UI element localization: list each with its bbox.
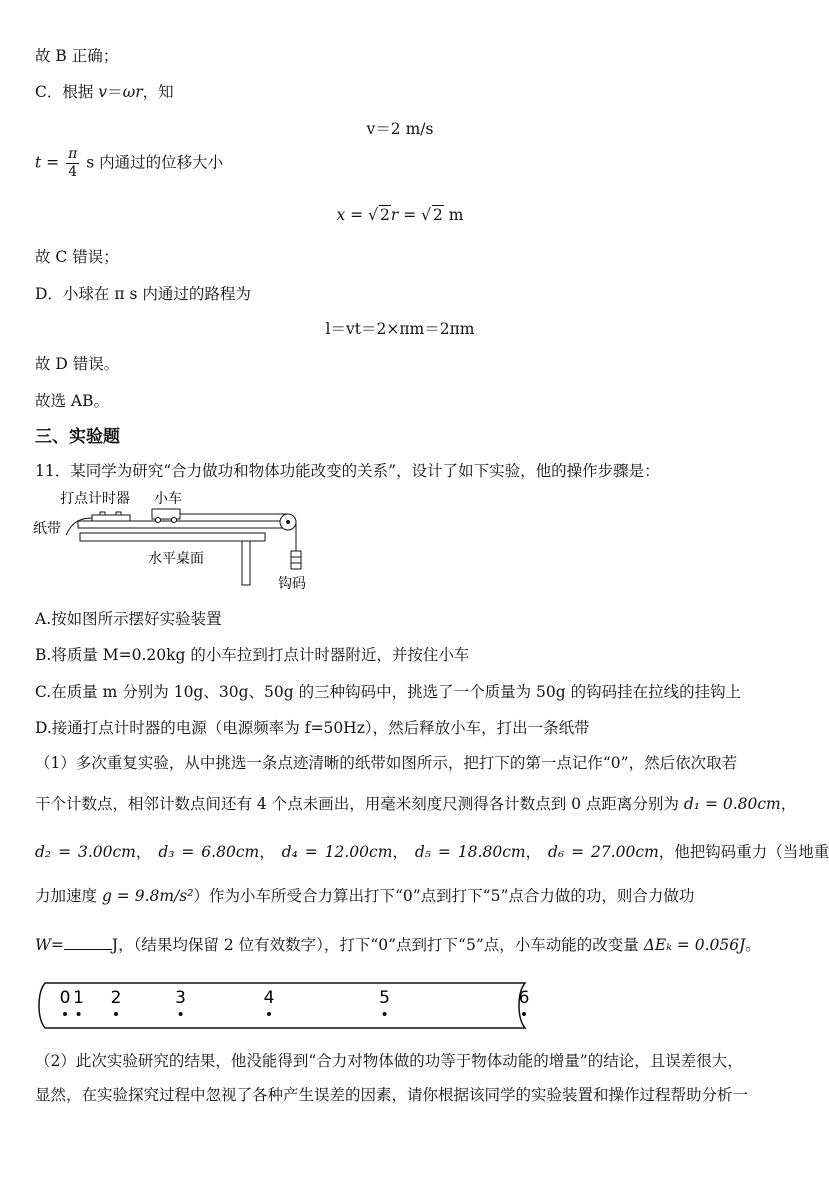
step-c: C.在质量 m 分别为 10g、30g、50g 的三种钩码中，挑选了一个质量为 50g 的钩码挂在拉线的挂钩上 (35, 683, 742, 701)
tape-point-dot (63, 1012, 67, 1016)
part1-line (35, 884, 694, 906)
timer-label: 打点计时器 (60, 491, 130, 507)
tape-point-dot (114, 1012, 118, 1016)
weight-block (291, 557, 301, 563)
tape-point-dot (522, 1012, 526, 1016)
table-leg (242, 541, 250, 585)
math-var: ωr (122, 83, 143, 101)
text: J，（结果均保留 2 位有效数字），打下“0”点到打下“5”点，小车动能的改变量 (111, 936, 644, 954)
text-line: 故 B 正确； (35, 47, 119, 65)
answer-blank[interactable] (64, 935, 112, 950)
weight-block (291, 551, 301, 557)
gravity-value: g = 9.8m/s² (101, 887, 194, 905)
tape-point-label: 5 (379, 988, 391, 1008)
text: s 内通过的位移大小 (86, 153, 224, 172)
fraction (66, 146, 79, 181)
measure-d3: d₃ = 6.80cm (158, 843, 260, 861)
part1-line: （1）多次重复实验，从中挑选一条点迹清晰的纸带如图所示，把打下的第一点记作“0”，然后依次取若 (35, 754, 738, 772)
cart-label: 小车 (154, 491, 182, 507)
step-b: B.将质量 M=0.20kg 的小车拉到打点计时器附近，并按住小车 (35, 646, 470, 664)
part2-line: 显然，在实验探究过程中忽视了各种产生误差的因素，请你根据该同学的实验装置和操作过程帮助分析一 (35, 1086, 749, 1104)
energy-change: ΔEₖ = 0.056J (643, 936, 746, 954)
part2-line: （2）此次实验研究的结果，他没能得到“合力对物体做的功等于物体动能的增量”的结论，且误差很大， (35, 1052, 743, 1070)
text-line (35, 146, 223, 181)
tape-point-dot (383, 1012, 387, 1016)
tape-point-dot (77, 1012, 81, 1016)
cart-body (152, 509, 180, 519)
text: ）作为小车所受合力算出打下“0”点到打下“5”点合力做的功，则合力做功 (193, 887, 695, 905)
unit: m (443, 206, 464, 224)
measure-d2: d₂ = 3.00cm (35, 843, 136, 861)
part1-line (35, 933, 761, 955)
step-d: D.接通打点计时器的电源（电源频率为 f=50Hz），然后释放小车，打出一条纸带 (35, 719, 590, 737)
text-line: 故 C 错误； (35, 248, 119, 266)
math-var: r (390, 206, 399, 224)
text-line: 故 D 错误。 (35, 355, 120, 373)
table-label: 水平桌面 (148, 551, 204, 567)
equation: l＝vt＝2×πm＝2πm (325, 320, 475, 338)
text: 。 (745, 936, 761, 954)
measure-d6: d₆ = 27.00cm (548, 843, 659, 861)
step-a: A.按如图所示摆好实验装置 (35, 610, 222, 628)
tape-point-dot (267, 1012, 271, 1016)
text: ＝ (107, 83, 123, 101)
equation: v＝2 m/s (366, 120, 434, 138)
sqrt: 2 (433, 206, 443, 224)
fraction-numerator: π (68, 146, 78, 162)
timer-part (116, 512, 121, 515)
sqrt: 2 (379, 206, 390, 224)
tape-point-label: 6 (518, 988, 530, 1008)
part1-line: 干个计数点，相邻计数点间还有 4 个点未画出，用毫米刻度尺测得各计数点到 0 点距离分别为 d₁ = 0.80cm， (35, 795, 797, 813)
timer-body (92, 515, 130, 521)
measure-d1: d₁ = 0.80cm (683, 795, 781, 813)
text-line: 故选 AB。 (35, 392, 110, 410)
tape-point-dot (179, 1012, 183, 1016)
math-op: = (398, 206, 422, 224)
text-line: D．小球在 π s 内通过的路程为 (35, 285, 251, 303)
math-op: = (46, 153, 60, 172)
part1-line: d₂ = 3.00cm， d₃ = 6.80cm， d₄ = 12.00cm， d₅ = 18.80cm， d₆ = 27.00cm，他把钩码重力（当地重 (35, 843, 829, 861)
text: 干个计数点，相邻计数点间还有 4 个点未画出，用毫米刻度尺测得各计数点到 0 点距离分别为 (35, 795, 684, 813)
measure-d5: d₅ = 18.80cm (414, 843, 526, 861)
pulley-axle (286, 520, 290, 524)
text: ，知 (142, 83, 174, 101)
math-var: t (35, 153, 42, 172)
cart-wheel (172, 518, 177, 523)
tape-point-label: 1 (73, 988, 85, 1008)
table-top (80, 533, 265, 541)
question-intro: 11．某同学为研究“合力做功和物体功能改变的关系”，设计了如下实验，他的操作步骤是： (35, 462, 660, 480)
math-var: x (336, 206, 346, 224)
math-var: v (98, 83, 108, 101)
text: ，他把钩码重力（当地重 (658, 843, 829, 861)
text: 力加速度 (35, 887, 102, 905)
weight-label: 钩码 (278, 576, 306, 592)
measure-d4: d₄ = 12.00cm (281, 843, 393, 861)
cart-wheel (156, 518, 161, 523)
track-board (78, 521, 288, 528)
weight-block (291, 563, 301, 569)
timer-part (100, 512, 105, 515)
tape-label: 纸带 (33, 521, 61, 537)
equation: x = √ 2r = √ 2 m (336, 206, 464, 224)
text-line (35, 80, 174, 102)
tape-point-label: 4 (263, 988, 275, 1008)
text: C．根据 (35, 83, 99, 101)
math-op: = (345, 206, 369, 224)
paper-tape-strip (35, 978, 535, 1034)
tape-point-label: 0 (59, 988, 71, 1008)
apparatus-diagram (30, 485, 330, 595)
text: W= (35, 936, 64, 954)
section-title: 三、实验题 (35, 427, 120, 447)
fraction-denominator: 4 (68, 164, 78, 180)
tape-point-label: 2 (110, 988, 122, 1008)
tape-point-label: 3 (175, 988, 187, 1008)
